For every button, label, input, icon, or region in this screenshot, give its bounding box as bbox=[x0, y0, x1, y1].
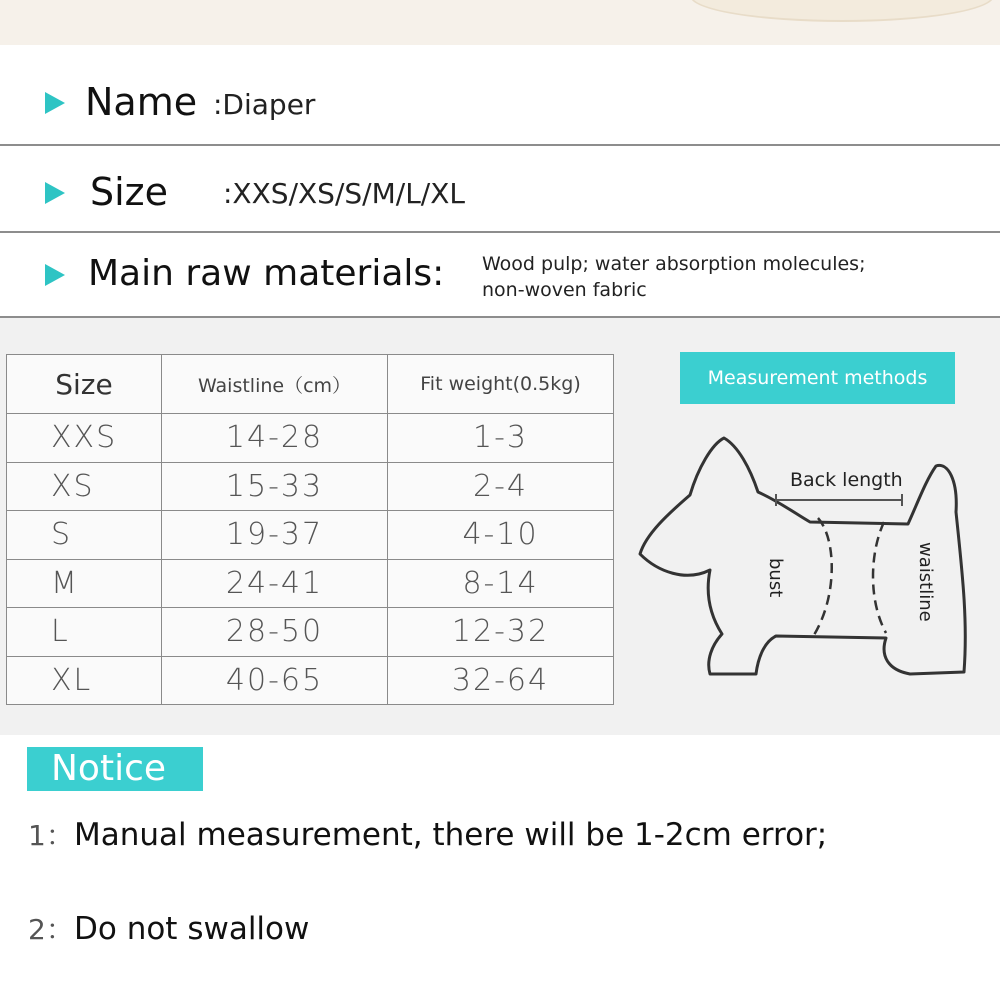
materials-value-line2: non-woven fabric bbox=[482, 279, 647, 301]
cell-weight: 2-4 bbox=[388, 462, 614, 511]
notice-item-text: Manual measurement, there will be 1-2cm error; bbox=[74, 817, 828, 853]
size-table bbox=[6, 354, 614, 705]
cell-weight: 12-32 bbox=[388, 608, 614, 657]
header-fit-weight: Fit weight(0.5kg) bbox=[388, 355, 614, 414]
size-label: Size bbox=[90, 170, 169, 214]
name-label: Name bbox=[85, 80, 198, 124]
size-value: :XXS/XS/S/M/L/XL bbox=[223, 177, 466, 210]
notice-item-text: Do not swallow bbox=[74, 911, 310, 947]
cell-size: XXS bbox=[7, 414, 162, 463]
waistline-label: waistline bbox=[915, 542, 936, 622]
materials-value-line1: Wood pulp; water absorption molecules; bbox=[482, 253, 866, 275]
cell-weight: 8-14 bbox=[388, 559, 614, 608]
triangle-right-icon bbox=[45, 92, 65, 114]
materials-label: Main raw materials: bbox=[88, 253, 445, 294]
cell-size: M bbox=[7, 559, 162, 608]
cell-waistline: 19-37 bbox=[162, 511, 388, 560]
table-row bbox=[7, 559, 614, 608]
notice-item bbox=[28, 908, 309, 948]
cell-weight: 32-64 bbox=[388, 656, 614, 705]
notice-badge: Notice bbox=[27, 747, 203, 791]
bust-label: bust bbox=[765, 558, 786, 598]
product-image-strip bbox=[0, 0, 1000, 45]
cell-size: S bbox=[7, 511, 162, 560]
cell-weight: 1-3 bbox=[388, 414, 614, 463]
table-row bbox=[7, 414, 614, 463]
header-size: Size bbox=[7, 355, 162, 414]
notice-item-number: 1： bbox=[28, 819, 74, 852]
size-row bbox=[0, 146, 1000, 232]
table-header-row bbox=[7, 355, 614, 414]
materials-row bbox=[0, 233, 1000, 317]
table-row bbox=[7, 511, 614, 560]
notice-item-number: 2： bbox=[28, 913, 74, 946]
header-waistline: Waistline（cm） bbox=[162, 355, 388, 414]
cell-waistline: 28-50 bbox=[162, 608, 388, 657]
table-row bbox=[7, 608, 614, 657]
dog-outline-icon bbox=[628, 420, 978, 690]
measurement-methods-label: Measurement methods bbox=[680, 352, 955, 404]
cell-waistline: 14-28 bbox=[162, 414, 388, 463]
waistline-dashed-line bbox=[873, 522, 886, 633]
name-row bbox=[0, 60, 1000, 145]
cell-weight: 4-10 bbox=[388, 511, 614, 560]
table-row bbox=[7, 656, 614, 705]
back-length-label: Back length bbox=[790, 469, 903, 491]
cell-size: XS bbox=[7, 462, 162, 511]
table-row bbox=[7, 462, 614, 511]
name-value: :Diaper bbox=[213, 88, 316, 121]
cell-waistline: 24-41 bbox=[162, 559, 388, 608]
triangle-right-icon bbox=[45, 182, 65, 204]
cell-size: XL bbox=[7, 656, 162, 705]
cell-size: L bbox=[7, 608, 162, 657]
bust-dashed-line bbox=[814, 518, 832, 635]
cell-waistline: 15-33 bbox=[162, 462, 388, 511]
product-image bbox=[690, 0, 994, 22]
notice-item bbox=[28, 814, 827, 854]
triangle-right-icon bbox=[45, 264, 65, 286]
cell-waistline: 40-65 bbox=[162, 656, 388, 705]
